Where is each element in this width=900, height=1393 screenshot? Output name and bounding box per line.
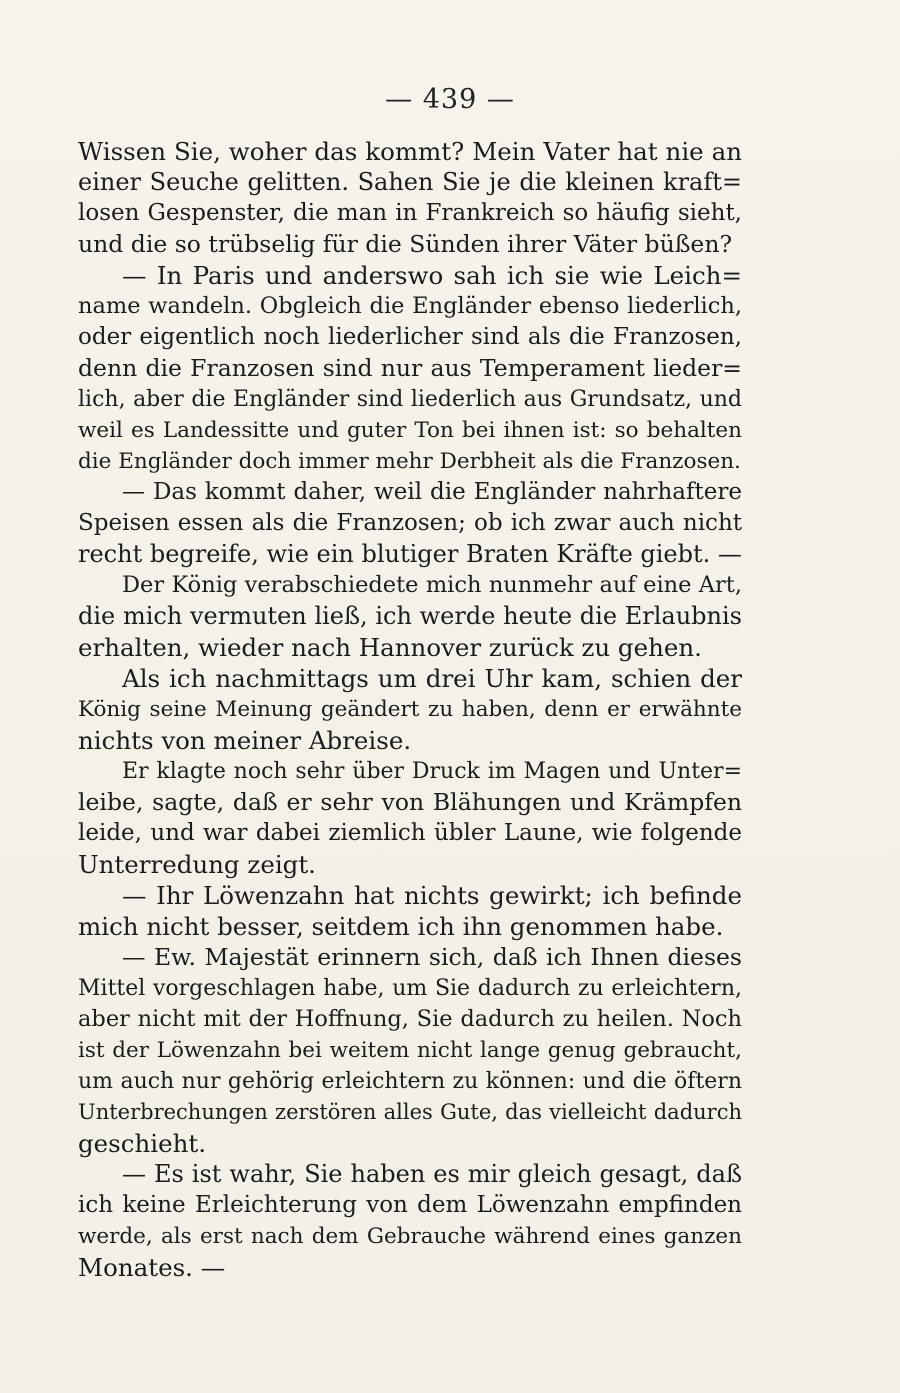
text-line: einer Seuche gelitten. Sahen Sie je die kleinen kraft= — [78, 168, 742, 196]
text-line: Der König verabschiedete mich nunmehr auf eine Art, — [122, 572, 742, 598]
text-line: leibe, sagte, daß er sehr von Blähungen und Krämpfen — [78, 788, 742, 816]
text-line: — Ihr Löwenzahn hat nichts gewirkt; ich befinde — [122, 881, 742, 910]
text-line: ich keine Erleichterung von dem Löwenzahn empfinden — [78, 1192, 742, 1218]
text-line: — In Paris und anderswo sah ich sie wie Leich= — [122, 261, 742, 290]
text-line: erhalten, wieder nach Hannover zurück zu gehen. — [78, 633, 702, 662]
text-line: weil es Landessitte und guter Ton bei ihnen ist: so behalten — [78, 418, 742, 443]
text-line: ist der Löwenzahn bei weitem nicht lange genug gebraucht, — [78, 1038, 742, 1063]
text-line: werde, als erst nach dem Gebrauche während eines ganzen — [78, 1224, 742, 1249]
text-line: recht begreife, wie ein blutiger Braten Kräfte giebt. — — [78, 540, 742, 568]
text-line: — Ew. Majestät erinnern sich, daß ich Ihnen dieses — [122, 943, 742, 971]
text-line: lich, aber die Engländer sind liederlich aus Grundsatz, und — [78, 387, 742, 412]
text-line: leide, und war dabei ziemlich übler Laune, wie folgende — [78, 820, 742, 846]
page-number: — 439 — — [385, 84, 515, 115]
text-line: geschieht. — [78, 1129, 207, 1158]
text-line: denn die Franzosen sind nur aus Temperament lieder= — [78, 354, 742, 382]
text-line: die mich vermuten ließ, ich werde heute die Erlaubnis — [78, 602, 742, 630]
text-line: — Das kommt daher, weil die Engländer nahrhaftere — [122, 479, 742, 505]
text-line: — Es ist wahr, Sie haben es mir gleich gesagt, daß — [122, 1160, 742, 1188]
text-line: nichts von meiner Abreise. — [78, 726, 412, 755]
text-line: um auch nur gehörig erleichtern zu können: und die öftern — [78, 1069, 742, 1094]
text-line: Monates. — — [78, 1253, 226, 1282]
text-line: Er klagte noch sehr über Druck im Magen und Unter= — [122, 759, 742, 784]
text-line: Speisen essen als die Franzosen; ob ich zwar auch nicht — [78, 510, 742, 536]
text-line: Mittel vorgeschlagen habe, um Sie dadurch zu erleichtern, — [78, 976, 742, 1001]
text-line: und die so trübselig für die Sünden ihrer Väter büßen? — [78, 230, 733, 258]
text-line: losen Gespenster, die man in Frankreich so häufig sieht, — [78, 200, 742, 226]
body-text — [78, 136, 742, 1283]
text-line: name wandeln. Obgleich die Engländer ebenso liederlich, — [78, 293, 742, 319]
text-line: Unterredung zeigt. — [78, 850, 316, 879]
text-line: aber nicht mit der Hoffnung, Sie dadurch zu heilen. Noch — [78, 1006, 742, 1032]
text-line: Unterbrechungen zerstören alles Gute, das vielleicht dadurch — [78, 1100, 742, 1124]
text-line: Wissen Sie, woher das kommt? Mein Vater hat nie an — [78, 137, 742, 166]
text-line: oder eigentlich noch liederlicher sind als die Franzosen, — [78, 324, 742, 350]
text-line: mich nicht besser, seitdem ich ihn genommen habe. — [78, 912, 724, 941]
text-line: Als ich nachmittags um drei Uhr kam, schien der — [122, 664, 742, 693]
text-line: die Engländer doch immer mehr Derbheit als die Franzosen. — [78, 449, 741, 474]
text-line: König seine Meinung geändert zu haben, denn er erwähnte — [78, 697, 742, 722]
